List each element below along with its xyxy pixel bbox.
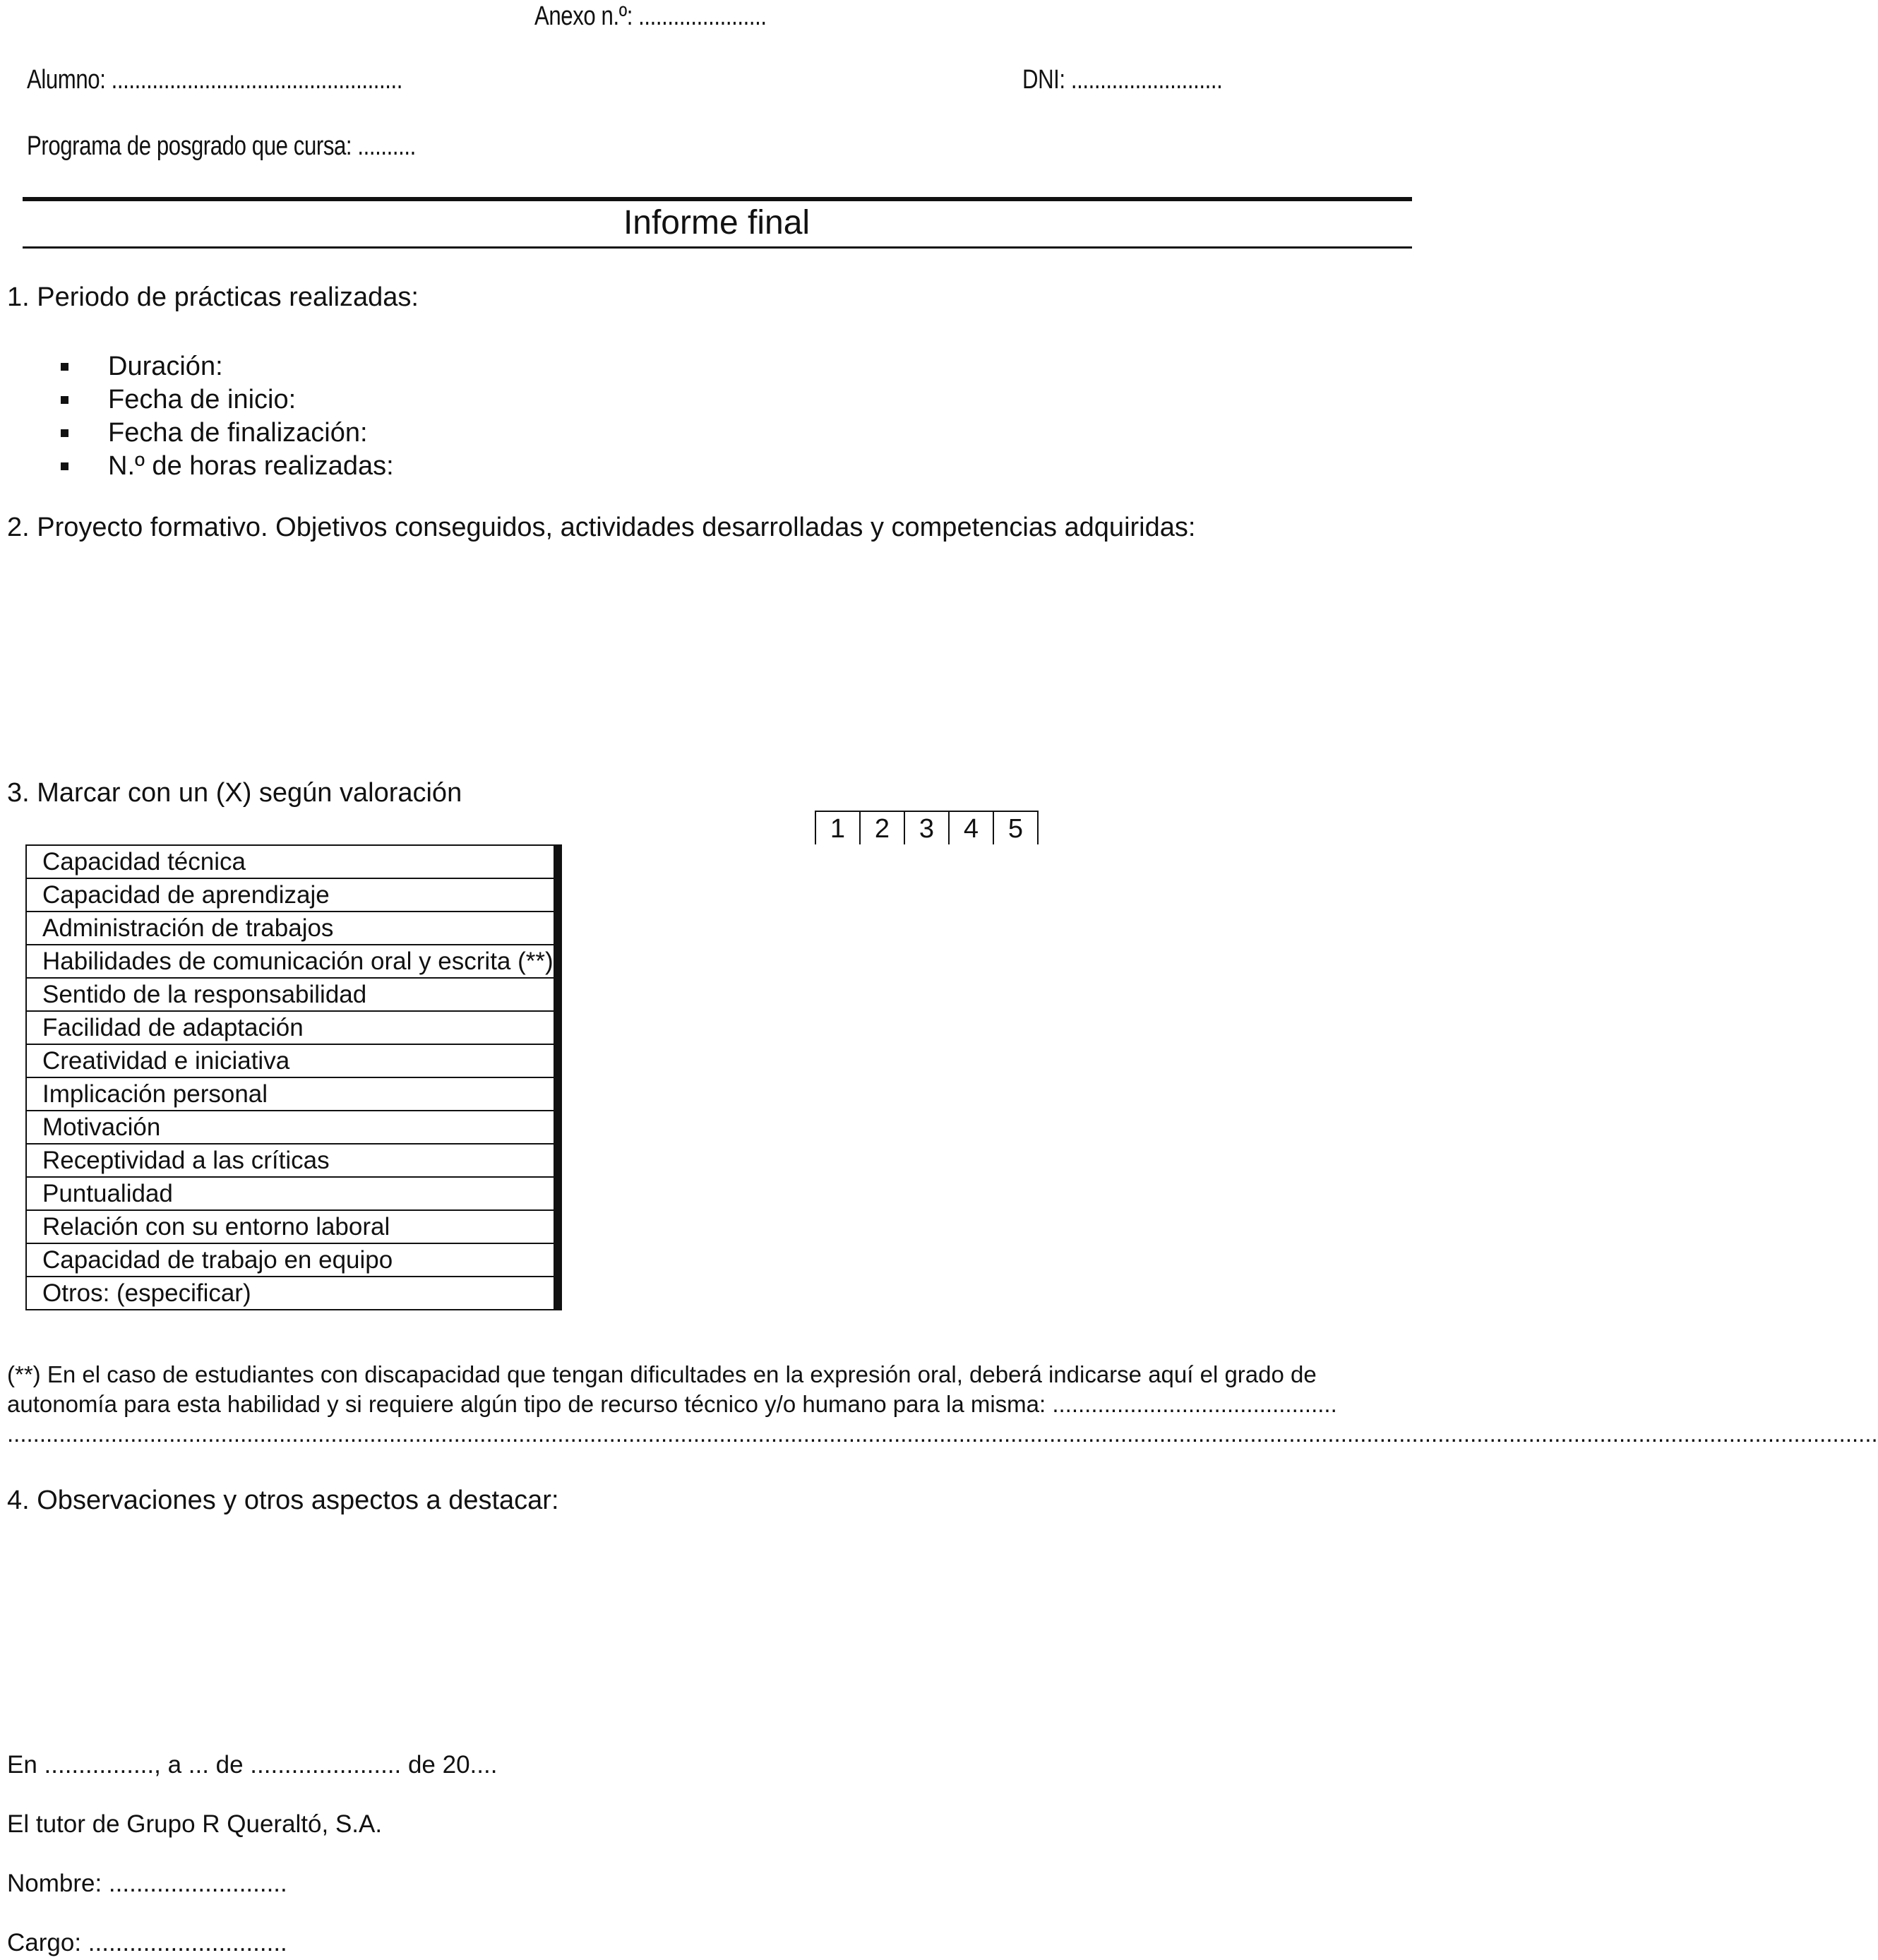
rating-scale-number: 3 (905, 812, 950, 844)
rating-row (26, 945, 561, 978)
criterion-label: Capacidad de aprendizaje (26, 878, 554, 912)
section-1-heading: 1. Periodo de prácticas realizadas: (7, 282, 419, 312)
rating-row (26, 1144, 561, 1177)
rating-row (26, 1277, 561, 1310)
tutor-name-field: Nombre: .......................... (7, 1870, 287, 1897)
practice-period-item (56, 450, 394, 483)
section-3-heading: 3. Marcar con un (X) según valoración (7, 778, 462, 808)
criterion-label: Puntualidad (26, 1177, 554, 1210)
rating-scale-number: 2 (861, 812, 905, 844)
rating-row (26, 1044, 561, 1077)
rating-scale-number: 1 (816, 812, 861, 844)
tutor-line: El tutor de Grupo R Queraltó, S.A. (7, 1810, 383, 1838)
rating-mark-cell[interactable] (560, 878, 561, 912)
practice-period-item-label: N.º de horas realizadas: (108, 451, 394, 481)
rating-row (26, 878, 561, 912)
criterion-label: Motivación (26, 1111, 554, 1144)
rating-scale-number: 5 (1007, 814, 1024, 844)
practice-period-item (56, 350, 394, 383)
rating-mark-cell[interactable] (560, 945, 561, 978)
practice-period-item (56, 417, 394, 450)
report-title: Informe final (623, 204, 811, 241)
practice-period-item-label: Fecha de finalización: (108, 418, 368, 448)
rating-mark-cell[interactable] (560, 845, 561, 878)
bullet-square-icon (61, 363, 68, 371)
rating-mark-cell[interactable] (560, 1111, 561, 1144)
rating-row (26, 1243, 561, 1277)
practice-period-item (56, 383, 394, 417)
dni-field: DNI: .......................... (1022, 65, 1223, 95)
rating-row (26, 1177, 561, 1210)
bullet-square-icon (61, 396, 68, 404)
rating-mark-cell[interactable] (560, 1011, 561, 1044)
criterion-label: Implicación personal (26, 1077, 554, 1111)
rating-mark-cell[interactable] (560, 1077, 561, 1111)
criterion-label: Creatividad e iniciativa (26, 1044, 554, 1077)
criterion-label: Sentido de la responsabilidad (26, 978, 554, 1011)
rating-grid (25, 844, 562, 1310)
rating-mark-cell[interactable] (560, 1177, 561, 1210)
rating-mark-cell[interactable] (560, 912, 561, 945)
title-top-rule (23, 197, 1412, 201)
tutor-position-field: Cargo: ............................. (7, 1929, 287, 1956)
rating-mark-cell[interactable] (560, 1277, 561, 1310)
criterion-label: Capacidad técnica (26, 845, 554, 878)
disability-note: (**) En el caso de estudiantes con discapacidad que tengan dificultades en la expresión oral, deberá indicarse aquí el grado de autonomía para esta habilidad y si requiere algún tipo de recurso técnico y/o humano para la misma: ............................................ (7, 1361, 1337, 1417)
rating-row (26, 1210, 561, 1243)
bullet-square-icon (61, 462, 68, 470)
section-2-heading: 2. Proyecto formativo. Objetivos conseguidos, actividades desarrolladas y competencias adquiridas: (7, 513, 1196, 542)
title-bottom-rule (23, 246, 1412, 249)
criterion-label: Relación con su entorno laboral (26, 1210, 554, 1243)
practice-period-list (56, 350, 394, 483)
rating-mark-cell[interactable] (560, 1210, 561, 1243)
criterion-label: Administración de trabajos (26, 912, 554, 945)
bullet-square-icon (61, 429, 68, 437)
rating-mark-cell[interactable] (560, 1243, 561, 1277)
rating-row (26, 1077, 561, 1111)
rating-row (26, 845, 561, 878)
rating-row (26, 1111, 561, 1144)
criterion-label: Capacidad de trabajo en equipo (26, 1243, 554, 1277)
annex-number-field: Anexo n.º: ...................... (534, 1, 767, 31)
section-4-heading: 4. Observaciones y otros aspectos a destacar: (7, 1486, 559, 1515)
rating-row (26, 1011, 561, 1044)
student-name-field: Alumno: .................................................. (27, 65, 403, 95)
place-date-line: En ................, a ... de ...................... de 20.... (7, 1751, 498, 1779)
rating-scale-number: 4 (950, 812, 994, 844)
criterion-label: Otros: (especificar) (26, 1277, 554, 1310)
rating-mark-cell[interactable] (560, 1044, 561, 1077)
rating-mark-cell[interactable] (560, 1144, 561, 1177)
criterion-label: Habilidades de comunicación oral y escrita (**) (26, 945, 554, 978)
postgraduate-program-field: Programa de posgrado que cursa: .......... (27, 131, 416, 161)
criterion-label: Facilidad de adaptación (26, 1011, 554, 1044)
rating-row (26, 978, 561, 1011)
practice-period-item-label: Duración: (108, 352, 223, 381)
disability-note-fill-line: ................................................................................................................................................................................................................................................................................................. (7, 1421, 1878, 1447)
rating-mark-cell[interactable] (560, 978, 561, 1011)
practice-period-item-label: Fecha de inicio: (108, 385, 297, 414)
rating-scale-header (815, 811, 1039, 844)
rating-row (26, 912, 561, 945)
criterion-label: Receptividad a las críticas (26, 1144, 554, 1177)
